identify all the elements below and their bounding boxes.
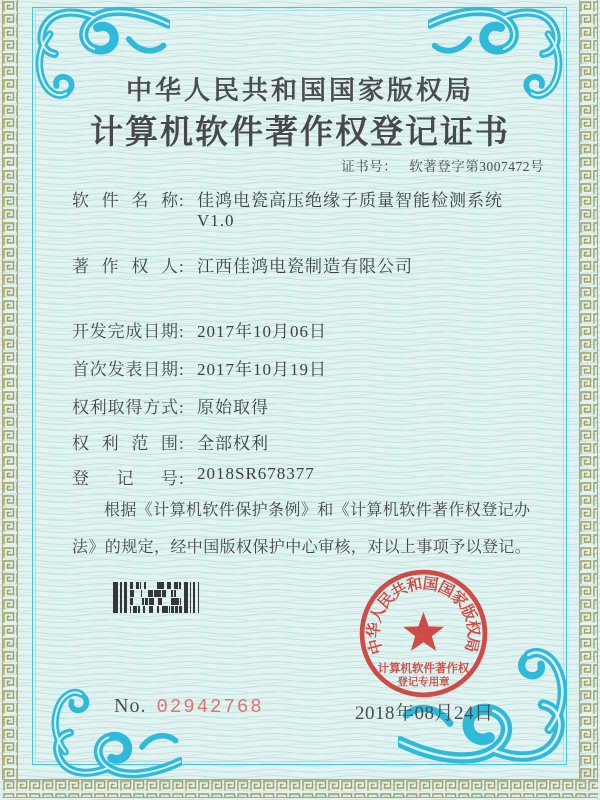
field-rights-scope: 权利范围: 全部权利 [72, 434, 269, 453]
field-software-name: 软件名称: 佳鸿电瓷高压绝缘子质量智能检测系统 V1.0 [72, 191, 503, 230]
barcode [112, 582, 202, 613]
seal-text-line2: 登记专用章 [397, 676, 450, 688]
field-registration-number: 登记号: 2018SR678377 [72, 464, 315, 488]
issuing-authority: 中华人民共和国国家版权局 [125, 76, 474, 105]
certificate-number-value: 软著登字第3007472号 [409, 159, 544, 174]
official-seal [356, 566, 491, 701]
certificate-number [341, 155, 544, 175]
field-first-publish-date: 首次发表日期: 2017年10月19日 [72, 360, 327, 379]
software-version: V1.0 [196, 211, 235, 230]
serial-number [114, 695, 264, 718]
certificate-title: 计算机软件著作权登记证书 [90, 115, 510, 151]
serial-number-label: No. [114, 695, 147, 717]
certificate-number-label: 证书号： [341, 159, 398, 174]
seal-text-line1: 计算机软件著作权 [377, 662, 470, 675]
seal-date: 2018年08月24日 [355, 703, 494, 724]
serial-number-value: 02942768 [156, 696, 264, 718]
field-dev-complete-date: 开发完成日期: 2017年10月06日 [72, 322, 327, 341]
field-rights-acquisition: 权利取得方式: 原始取得 [72, 398, 269, 417]
registration-statement: 根据《计算机软件保护条例》和《计算机软件著作权登记办法》的规定，经中国版权保护中心审核，对以上事项予以登记。 [72, 502, 532, 556]
star-icon [403, 612, 444, 651]
field-copyright-owner: 著作权人: 江西佳鸿电瓷制造有限公司 [72, 257, 413, 276]
seal-ring-text: 中华人民共和国国家版权局 [365, 575, 482, 657]
